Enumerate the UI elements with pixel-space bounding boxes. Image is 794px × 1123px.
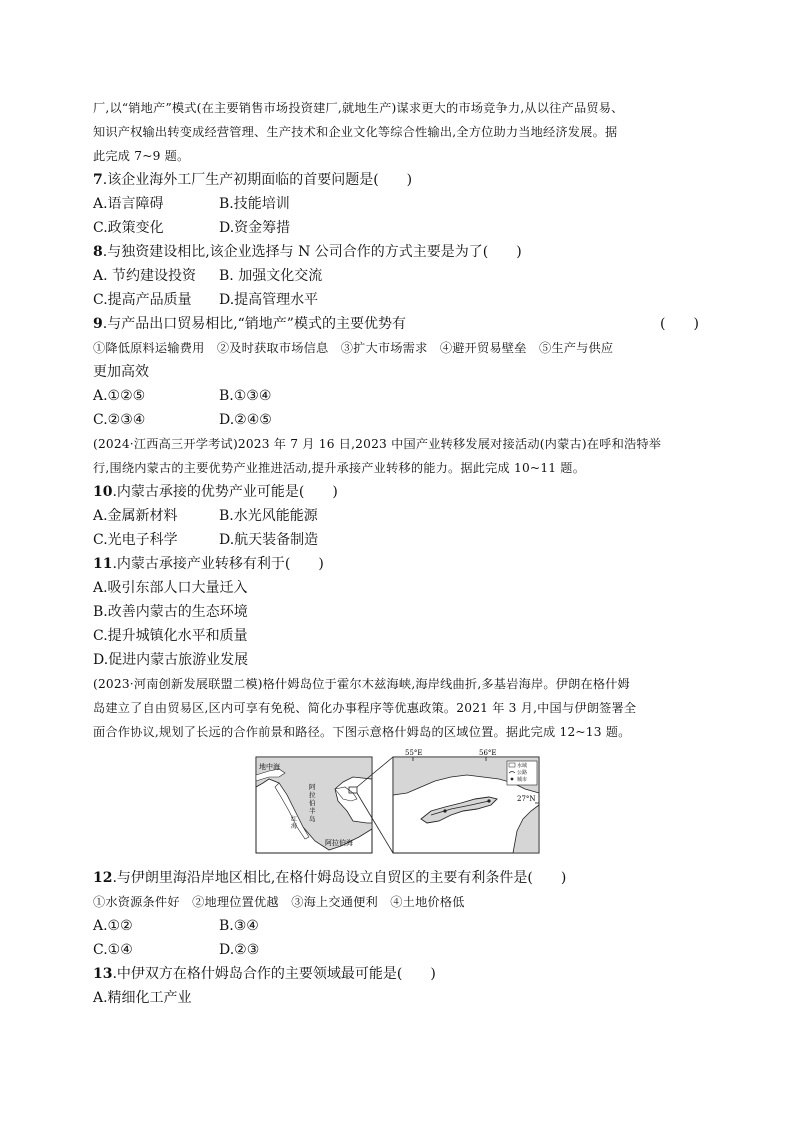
- svg-text:拉: 拉: [309, 791, 316, 799]
- label-arabian-sea: 阿拉伯海: [325, 839, 353, 847]
- q7-option-b[interactable]: B.技能培训: [219, 196, 290, 212]
- q11-option-c[interactable]: C.提升城镇化水平和质量: [93, 628, 248, 644]
- question-9: [93, 314, 699, 334]
- q8-option-d[interactable]: D.提高管理水平: [219, 292, 319, 308]
- q7-options-row1: [93, 194, 290, 214]
- q8-options-row2: [93, 290, 319, 310]
- label-27n: 27°N: [517, 795, 536, 803]
- q12-option-b[interactable]: B.③④: [219, 918, 259, 934]
- q13-option-a[interactable]: A.精细化工产业: [93, 990, 192, 1006]
- q10-option-c[interactable]: C.光电子科学: [93, 532, 178, 548]
- q8-stem: .与独资建设相比,该企业选择与 N 公司合作的方式主要是为了( ): [102, 244, 522, 260]
- qeshm-island-map: [255, 749, 541, 855]
- question-10: [93, 482, 338, 502]
- label-arabia-vertical: [309, 782, 316, 823]
- question-8: [93, 242, 522, 262]
- label-mediterranean: 地中海: [259, 763, 280, 771]
- q9-items-line1: ①降低原料运输费用 ②及时获取市场信息 ③扩大市场需求 ④避开贸易壁垒 ⑤生产与供应: [93, 341, 614, 355]
- label-55e: 55°E: [405, 749, 423, 757]
- q12-number: 12: [93, 870, 113, 886]
- q9-option-b[interactable]: B.①③④: [219, 388, 272, 404]
- q9-stem: .与产品出口贸易相比,“销地产”模式的主要优势有: [102, 316, 406, 332]
- q9-option-d[interactable]: D.②④⑤: [219, 412, 272, 428]
- map-legend: [507, 761, 537, 785]
- q12-stem: .与伊朗里海沿岸地区相比,在格什姆岛设立自贸区的主要有利条件是( ): [112, 870, 567, 886]
- question-13: [93, 964, 436, 984]
- q9-option-a[interactable]: A.①②⑤: [93, 388, 146, 404]
- legend-water-swatch: [509, 763, 515, 767]
- q12-options-row1: [93, 916, 259, 936]
- question-7: [93, 170, 412, 190]
- svg-text:海: 海: [291, 823, 298, 830]
- legend-city-label: 城市: [517, 777, 528, 783]
- q8-options-row1: [93, 266, 323, 286]
- q8-option-b[interactable]: B. 加强文化交流: [219, 268, 323, 284]
- q12-option-d[interactable]: D.②③: [219, 942, 260, 958]
- svg-text:阿: 阿: [309, 783, 316, 791]
- q9-options-row2: [93, 410, 272, 430]
- city-marker: [443, 809, 446, 812]
- q12-option-a[interactable]: A.①②: [93, 918, 133, 934]
- intro2-line1: (2024·江西高三开学考试)2023 年 7 月 16 日,2023 中国产业转移发展对接活动(内蒙古)在呼和浩特举: [93, 437, 662, 451]
- q10-stem: .内蒙古承接的优势产业可能是( ): [112, 484, 338, 500]
- q7-option-a[interactable]: A.语言障碍: [93, 196, 164, 212]
- q7-option-c[interactable]: C.政策变化: [93, 220, 164, 236]
- q10-options-row2: [93, 530, 319, 550]
- q8-option-c[interactable]: C.提高产品质量: [93, 292, 192, 308]
- q11-stem: .内蒙古承接产业转移有利于( ): [112, 556, 324, 572]
- q11-number: 11: [93, 556, 113, 572]
- q13-number: 13: [93, 966, 113, 982]
- q13-stem: .中伊双方在格什姆岛合作的主要领域最可能是( ): [112, 966, 436, 982]
- intro2-line2: 行,围绕内蒙古的主要优势产业推进活动,提升承接产业转移的能力。据此完成 10~11 题。: [93, 461, 586, 475]
- q10-options-row1: [93, 506, 318, 526]
- intro3-line2: 岛建立了自由贸易区,区内可享有免税、简化办事程序等优惠政策。2021 年 3 月,中国与伊朗签署全: [93, 701, 637, 715]
- svg-text:岛: 岛: [309, 815, 316, 823]
- intro1-line3: 此完成 7~9 题。: [93, 149, 190, 163]
- svg-text:半: 半: [309, 807, 316, 815]
- q12-option-c[interactable]: C.①④: [93, 942, 133, 958]
- intro1-line1: 厂,以“销地产”模式(在主要销售市场投资建厂,就地生产)谋求更大的市场竞争力,从以往产品贸易、: [93, 101, 624, 115]
- q12-items: ①水资源条件好 ②地理位置优越 ③海上交通便利 ④土地价格低: [93, 895, 465, 909]
- q11-option-a[interactable]: A.吸引东部人口大量迁入: [93, 580, 248, 596]
- question-11: [93, 554, 324, 574]
- svg-text:红: 红: [291, 816, 298, 823]
- q10-option-a[interactable]: A.金属新材料: [93, 508, 178, 524]
- intro3-line1: (2023·河南创新发展联盟二模)格什姆岛位于霍尔木兹海峡,海岸线曲折,多基岩海岸。伊朗在格什姆: [93, 677, 631, 691]
- q9-number: 9: [93, 316, 103, 332]
- question-12: [93, 868, 566, 888]
- city-marker: [487, 799, 490, 802]
- q7-stem: .该企业海外工厂生产初期面临的首要问题是( ): [102, 172, 413, 188]
- svg-text:伯: 伯: [309, 799, 316, 807]
- q12-options-row2: [93, 940, 260, 960]
- q7-option-d[interactable]: D.资金筹措: [219, 220, 291, 236]
- q10-option-d[interactable]: D.航天装备制造: [219, 532, 319, 548]
- q8-number: 8: [93, 244, 103, 260]
- label-red-sea-vertical: [291, 815, 297, 830]
- q7-options-row2: [93, 218, 291, 238]
- q9-items-line2: 更加高效: [93, 364, 149, 380]
- legend-road-label: 公路: [517, 770, 528, 776]
- q8-option-a[interactable]: A. 节约建设投资: [93, 268, 197, 284]
- q10-option-b[interactable]: B.水光风能能源: [219, 508, 318, 524]
- q10-number: 10: [93, 484, 113, 500]
- intro3-line3: 面合作协议,规划了长远的合作前景和路径。下图示意格什姆岛的区域位置。据此完成 12~13 题。: [93, 725, 631, 739]
- q9-answer-paren: ( ): [660, 316, 699, 332]
- q11-option-d[interactable]: D.促进内蒙古旅游业发展: [93, 652, 249, 668]
- legend-city-swatch: [511, 778, 514, 781]
- legend-water-label: 水域: [517, 763, 528, 769]
- label-56e: 56°E: [479, 749, 497, 757]
- q11-option-b[interactable]: B.改善内蒙古的生态环境: [93, 604, 248, 620]
- q7-number: 7: [93, 172, 103, 188]
- q9-option-c[interactable]: C.②③④: [93, 412, 146, 428]
- intro1-line2: 知识产权输出转变成经营管理、生产技术和企业文化等综合性输出,全方位助力当地经济发展。据: [93, 125, 618, 139]
- map-svg: [255, 749, 541, 855]
- q9-options-row1: [93, 386, 272, 406]
